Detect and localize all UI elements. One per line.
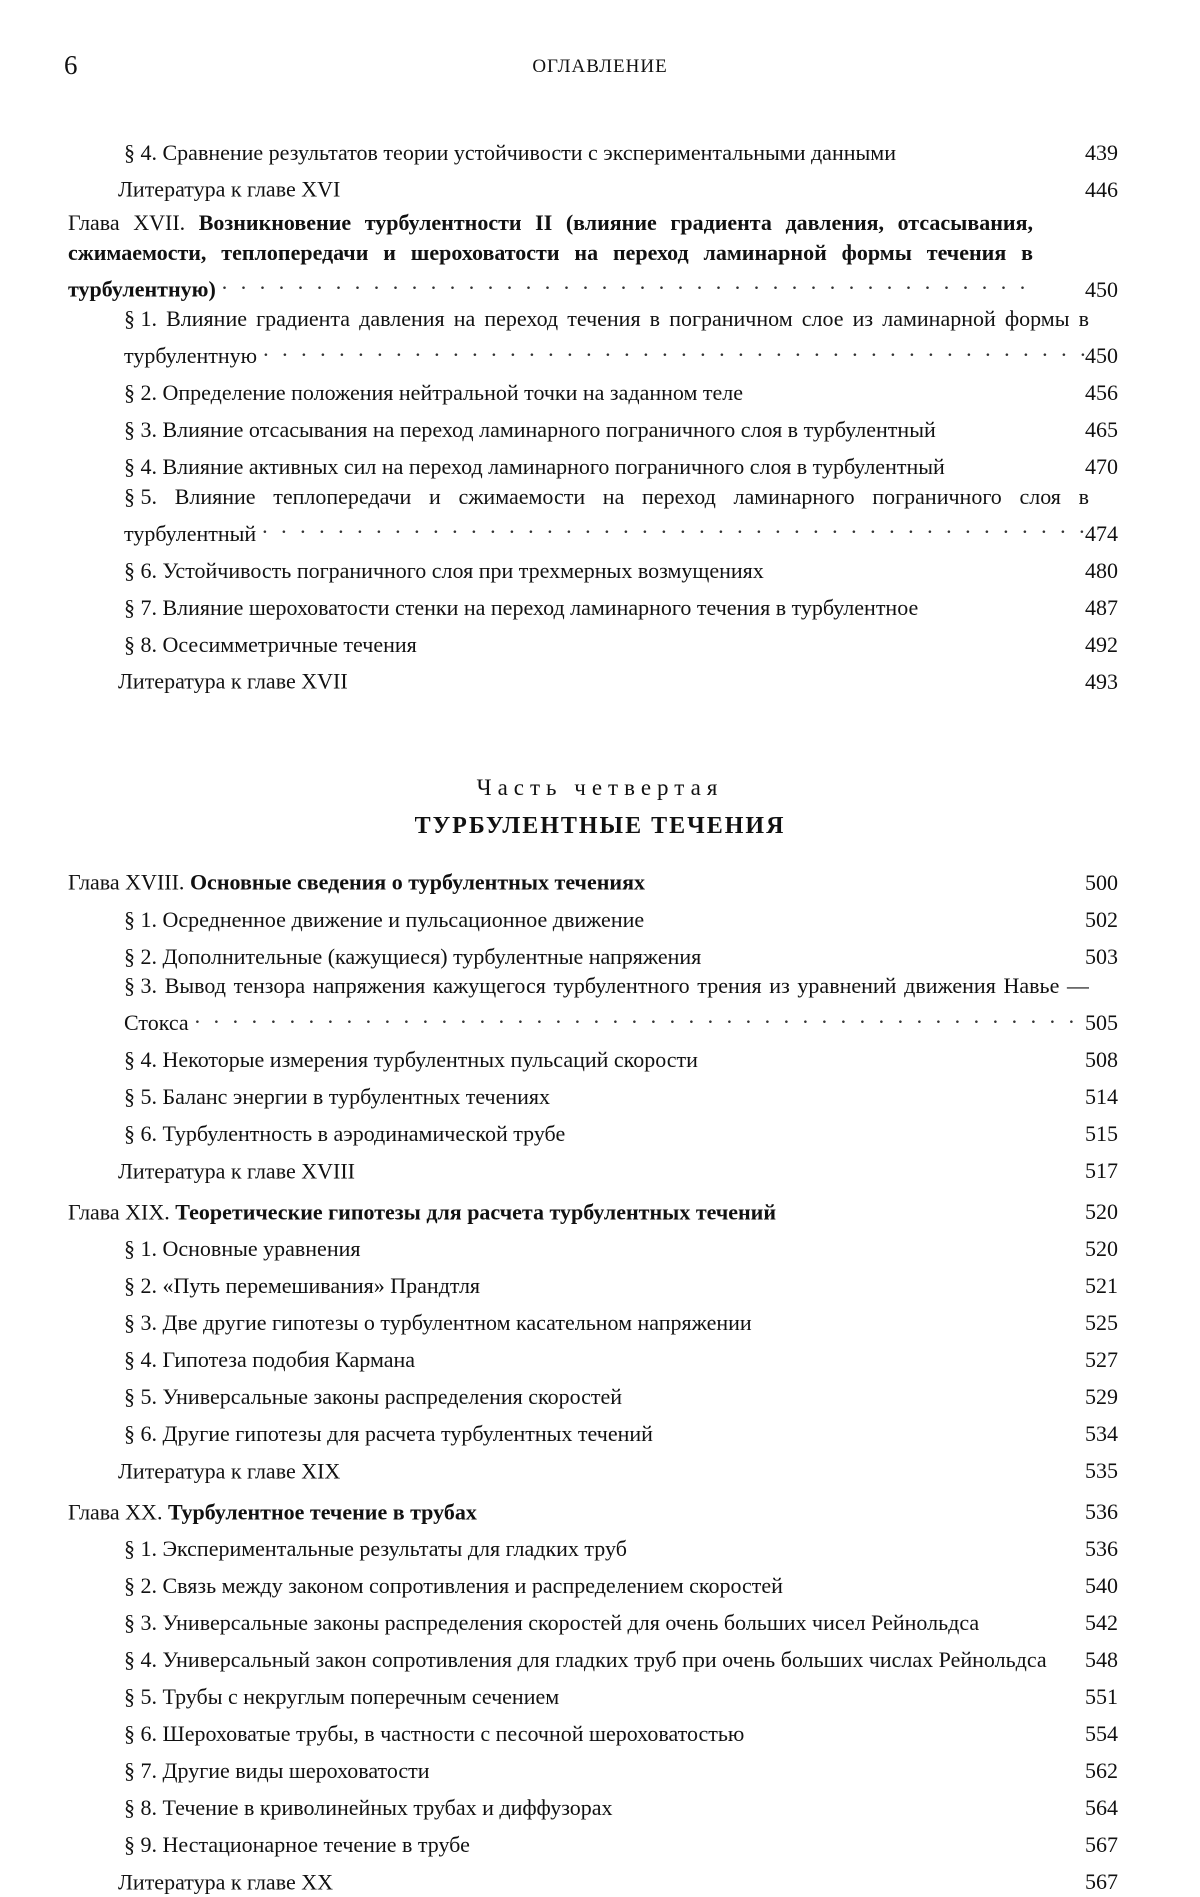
toc-section-entry[interactable] bbox=[68, 1564, 1118, 1601]
section-number: § 2. bbox=[124, 380, 157, 405]
entry-title: Влияние активных сил на переход ламинарного пограничного слоя в турбулентный bbox=[162, 454, 945, 479]
page-reference: 500 bbox=[1085, 869, 1118, 895]
section-number: § 9. bbox=[124, 1832, 157, 1857]
toc-section-entry[interactable] bbox=[68, 371, 1118, 408]
entry-title: Универсальные законы распределения скоростей bbox=[162, 1384, 623, 1409]
toc-section-entry[interactable] bbox=[68, 1412, 1118, 1449]
section-number: § 3. bbox=[124, 973, 157, 998]
dot-leader bbox=[262, 511, 1085, 541]
entry-title: Осредненное движение и пульсационное движение bbox=[162, 906, 645, 932]
page-reference: 480 bbox=[1085, 557, 1118, 583]
entry-title: Влияние шероховатости стенки на переход ламинарного течения в турбулентное bbox=[162, 594, 919, 620]
toc-section-entry[interactable] bbox=[68, 585, 1118, 622]
dot-leader bbox=[222, 267, 1029, 297]
page-reference: 535 bbox=[1085, 1458, 1118, 1483]
page-number: 6 bbox=[64, 50, 78, 80]
section-number: § 2. bbox=[124, 1573, 157, 1598]
toc-section-entry[interactable] bbox=[68, 971, 1118, 1038]
page-reference: 446 bbox=[1085, 176, 1118, 202]
entry-title: Две другие гипотезы о турбулентном касательном напряжении bbox=[162, 1310, 752, 1335]
toc-section-entry[interactable] bbox=[68, 1375, 1118, 1412]
page-reference: 551 bbox=[1085, 1684, 1118, 1709]
toc-section-entry[interactable] bbox=[68, 304, 1118, 371]
page-reference: 548 bbox=[1085, 1647, 1118, 1672]
entry-title: Турбулентность в аэродинамической трубе bbox=[162, 1121, 566, 1146]
entry-title: Некоторые измерения турбулентных пульсаций скорости bbox=[162, 1047, 698, 1072]
entry-title: Связь между законом сопротивления и распределением скоростей bbox=[162, 1573, 783, 1598]
toc-section-entry[interactable] bbox=[68, 1823, 1118, 1860]
entry-title: Шероховатые трубы, в частности с песочной шероховатостью bbox=[162, 1721, 745, 1746]
section-number: § 6. bbox=[124, 1421, 157, 1446]
part-title: ТУРБУЛЕНТНЫЕ ТЕЧЕНИЯ bbox=[414, 813, 786, 839]
toc-section-entry[interactable] bbox=[68, 1338, 1118, 1375]
page-reference: 487 bbox=[1085, 594, 1118, 620]
page-reference: 554 bbox=[1085, 1721, 1118, 1746]
toc-section-entry[interactable] bbox=[68, 1075, 1118, 1112]
toc-section-entry[interactable] bbox=[68, 482, 1118, 549]
page-header bbox=[0, 50, 1200, 90]
section-number: § 6. bbox=[124, 1721, 157, 1746]
page-reference: 517 bbox=[1085, 1158, 1118, 1183]
entry-title: Влияние отсасывания на переход ламинарного пограничного слоя в турбулентный bbox=[162, 417, 936, 442]
toc-section-entry[interactable] bbox=[68, 1264, 1118, 1301]
entry-title: Гипотеза подобия Кармана bbox=[162, 1347, 416, 1372]
section-number: § 5. bbox=[124, 1384, 157, 1409]
section-number: § 3. bbox=[124, 417, 157, 442]
page-reference: 564 bbox=[1085, 1795, 1118, 1820]
page-reference: 514 bbox=[1085, 1084, 1118, 1109]
section-number: § 7. bbox=[124, 594, 157, 620]
entry-title: Вывод тензора напряжения кажущегося турбулентного трения из уравнений движения Навье — Стокса bbox=[124, 973, 1089, 1035]
entry-title: Универсальные законы распределения скоростей для очень больших чисел Рейнольдса bbox=[162, 1610, 980, 1635]
page-reference: 492 bbox=[1085, 631, 1118, 657]
page-reference: 503 bbox=[1085, 943, 1118, 969]
page-reference: 456 bbox=[1085, 380, 1118, 405]
toc-chapter-entry[interactable] bbox=[68, 1190, 1118, 1227]
entry-title: Литература к главе XVII bbox=[118, 668, 348, 694]
page-reference: 542 bbox=[1085, 1610, 1118, 1635]
toc-section-entry[interactable] bbox=[68, 1038, 1118, 1075]
page-reference: 540 bbox=[1085, 1573, 1118, 1598]
entry-title: Литература к главе XX bbox=[118, 1869, 333, 1894]
page-reference: 525 bbox=[1085, 1310, 1118, 1335]
entry-title: Экспериментальные результаты для гладких труб bbox=[162, 1536, 627, 1561]
section-number: § 6. bbox=[124, 1121, 157, 1146]
toc-section-entry[interactable] bbox=[68, 1675, 1118, 1712]
toc-chapter-entry[interactable] bbox=[68, 1490, 1118, 1527]
page-reference: 521 bbox=[1085, 1273, 1118, 1298]
toc-chapter-entry[interactable] bbox=[68, 860, 1118, 897]
section-number: § 1. bbox=[124, 1236, 157, 1261]
toc-section-entry[interactable] bbox=[68, 1227, 1118, 1264]
entry-title: Литература к главе XIX bbox=[118, 1458, 341, 1483]
page-reference: 502 bbox=[1085, 906, 1118, 932]
page-reference: 508 bbox=[1085, 1047, 1118, 1072]
page-reference: 470 bbox=[1085, 454, 1118, 479]
section-number: § 4. bbox=[124, 1347, 157, 1372]
section-number: § 5. bbox=[124, 1084, 157, 1109]
toc-literature-entry[interactable] bbox=[68, 167, 1118, 204]
entry-title: Литература к главе XVI bbox=[118, 176, 341, 202]
toc-section-entry[interactable] bbox=[68, 1301, 1118, 1338]
section-number: § 1. bbox=[124, 306, 157, 331]
entry-title: Основные уравнения bbox=[162, 1236, 361, 1261]
section-number: § 2. bbox=[124, 943, 157, 969]
toc-section-entry[interactable] bbox=[68, 1786, 1118, 1823]
entry-title: «Путь перемешивания» Прандтля bbox=[162, 1273, 481, 1298]
entry-title: Нестационарное течение в трубе bbox=[162, 1832, 470, 1857]
page-reference: 567 bbox=[1085, 1832, 1118, 1857]
section-number: § 6. bbox=[124, 557, 157, 583]
page-reference: 515 bbox=[1085, 1121, 1118, 1146]
toc-chapter-entry[interactable] bbox=[68, 208, 1118, 304]
entry-title: Турбулентное течение в трубах bbox=[167, 1499, 477, 1524]
part-heading bbox=[0, 770, 1200, 846]
toc-literature-entry[interactable] bbox=[68, 1860, 1118, 1897]
page-reference: 450 bbox=[1085, 343, 1118, 368]
entry-title: Течение в криволинейных трубах и диффузорах bbox=[162, 1795, 613, 1820]
section-number: § 4. bbox=[124, 139, 157, 165]
page-reference: 536 bbox=[1085, 1499, 1118, 1524]
section-number: § 7. bbox=[124, 1758, 157, 1783]
dot-leader bbox=[263, 334, 1085, 364]
entry-title: Трубы с некруглым поперечным сечением bbox=[162, 1684, 560, 1709]
toc-literature-entry[interactable] bbox=[68, 659, 1118, 696]
page-reference: 567 bbox=[1085, 1869, 1118, 1894]
chapter-label: Глава XX. bbox=[68, 1499, 163, 1524]
page-reference: 450 bbox=[1085, 276, 1118, 302]
entry-title: Определение положения нейтральной точки на заданном теле bbox=[162, 380, 744, 405]
toc-section-entry[interactable] bbox=[68, 548, 1118, 585]
toc-section-entry[interactable] bbox=[68, 1749, 1118, 1786]
toc-section-entry[interactable] bbox=[68, 934, 1118, 971]
page-reference: 465 bbox=[1085, 417, 1118, 442]
toc-section-entry[interactable] bbox=[68, 1601, 1118, 1638]
entry-title: Влияние градиента давления на переход течения в пограничном слое из ламинарной формы в турбулентную bbox=[124, 306, 1089, 368]
entry-title: Сравнение результатов теории устойчивости с экспериментальными данными bbox=[162, 139, 896, 165]
entry-title: Теоретические гипотезы для расчета турбулентных течений bbox=[175, 1199, 777, 1224]
dot-leader bbox=[195, 1001, 1085, 1031]
entry-title: Основные сведения о турбулентных течениях bbox=[189, 869, 645, 895]
section-number: § 8. bbox=[124, 631, 157, 657]
section-number: § 1. bbox=[124, 1536, 157, 1561]
toc-section-entry[interactable] bbox=[68, 1712, 1118, 1749]
entry-title: Универсальный закон сопротивления для гладких труб при очень больших числах Рейнольдса bbox=[162, 1647, 1047, 1672]
toc-section-entry[interactable] bbox=[68, 1527, 1118, 1564]
toc-section-entry[interactable] bbox=[68, 1112, 1118, 1149]
page-reference: 520 bbox=[1085, 1236, 1118, 1261]
section-number: § 2. bbox=[124, 1273, 157, 1298]
toc-section-entry[interactable] bbox=[68, 445, 1118, 482]
toc-list-part-four bbox=[68, 856, 1118, 1897]
page-reference: 536 bbox=[1085, 1536, 1118, 1561]
section-number: § 4. bbox=[124, 1647, 157, 1672]
entry-title: Другие виды шероховатости bbox=[162, 1758, 430, 1783]
page-reference: 527 bbox=[1085, 1347, 1118, 1372]
section-number: § 5. bbox=[124, 483, 157, 509]
page-reference: 562 bbox=[1085, 1758, 1118, 1783]
part-label: Часть четвертая bbox=[476, 775, 724, 800]
page-reference: 505 bbox=[1085, 1010, 1118, 1035]
page-reference: 529 bbox=[1085, 1384, 1118, 1409]
section-number: § 5. bbox=[124, 1684, 157, 1709]
section-number: § 3. bbox=[124, 1610, 157, 1635]
entry-title: Влияние теплопередачи и сжимаемости на переход ламинарного пограничного слоя в турбулентный bbox=[124, 483, 1089, 546]
running-head: ОГЛАВЛЕНИЕ bbox=[532, 56, 668, 77]
toc-literature-entry[interactable] bbox=[68, 1149, 1118, 1186]
page-reference: 520 bbox=[1085, 1199, 1118, 1224]
entry-title: Литература к главе XVIII bbox=[118, 1158, 355, 1183]
entry-title: Дополнительные (кажущиеся) турбулентные напряжения bbox=[162, 943, 702, 969]
toc-section-entry[interactable] bbox=[68, 1638, 1118, 1675]
entry-title: Устойчивость пограничного слоя при трехмерных возмущениях bbox=[162, 557, 764, 583]
section-number: § 1. bbox=[124, 906, 157, 932]
toc-section-entry[interactable] bbox=[68, 408, 1118, 445]
entry-title: Другие гипотезы для расчета турбулентных течений bbox=[162, 1421, 653, 1446]
section-number: § 8. bbox=[124, 1795, 157, 1820]
page-reference: 474 bbox=[1085, 520, 1118, 546]
section-number: § 4. bbox=[124, 1047, 157, 1072]
toc-section-entry[interactable] bbox=[68, 897, 1118, 934]
toc-section-entry[interactable] bbox=[68, 130, 1118, 167]
entry-title: Осесимметричные течения bbox=[162, 631, 417, 657]
toc-literature-entry[interactable] bbox=[68, 1449, 1118, 1486]
section-number: § 3. bbox=[124, 1310, 157, 1335]
page-reference: 439 bbox=[1085, 139, 1118, 165]
section-number: § 4. bbox=[124, 454, 157, 479]
chapter-label: Глава XVIII. bbox=[68, 869, 185, 895]
chapter-label: Глава XIX. bbox=[68, 1199, 170, 1224]
entry-title: Возникновение турбулентности II (влияние градиента давления, отсасывания, сжимаемости, теплопередачи и шероховатости на переход ламинарной формы течения в турбулентную) bbox=[68, 210, 1033, 302]
toc-list-part-three-end bbox=[68, 130, 1118, 696]
page-reference: 534 bbox=[1085, 1421, 1118, 1446]
entry-title: Баланс энергии в турбулентных течениях bbox=[162, 1084, 551, 1109]
page-reference: 493 bbox=[1085, 668, 1118, 694]
toc-section-entry[interactable] bbox=[68, 622, 1118, 659]
chapter-label: Глава XVII. bbox=[68, 210, 186, 235]
